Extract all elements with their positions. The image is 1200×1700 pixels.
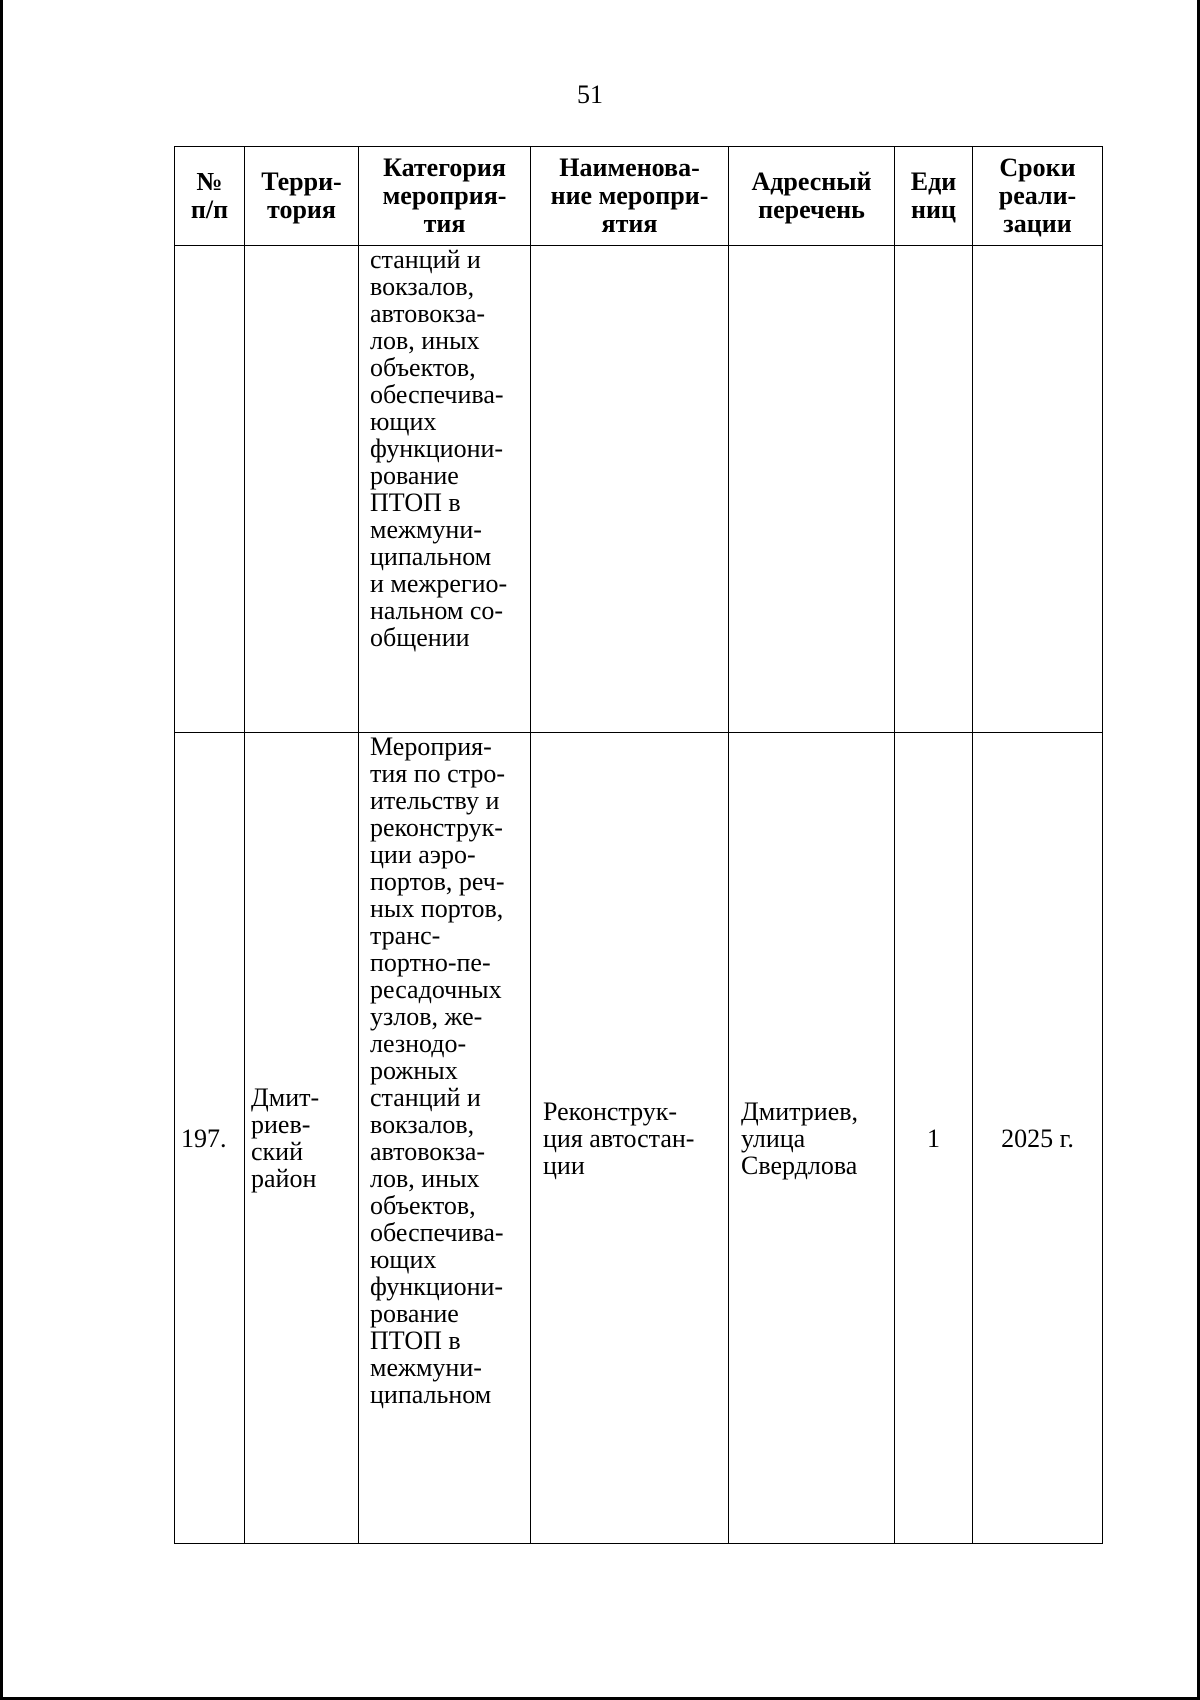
header-number: № п/п bbox=[175, 147, 245, 246]
page-border-left bbox=[0, 0, 3, 1700]
cell-term-empty bbox=[973, 246, 1103, 733]
cell-address: Дмитриев, улица Свердлова bbox=[729, 733, 895, 1544]
header-category: Категория мероприя- тия bbox=[359, 147, 531, 246]
table-row-197 bbox=[175, 733, 1103, 1544]
page-number: 51 bbox=[577, 80, 603, 109]
cell-territory-empty bbox=[245, 246, 359, 733]
header-units: Еди ниц bbox=[895, 147, 973, 246]
cell-category: Мероприя- тия по стро- ительству и реконструк- ции аэро- портов, реч- ных портов, транс- портно-пе- ресадочных узлов, же- лезнодо- рожных станций и вокзалов, автовокза- лов, иных объектов, обеспечива- ющих функциони- рование ПТОП в межмуни- ципальном bbox=[359, 733, 531, 1544]
table-row-continued bbox=[175, 246, 1103, 733]
header-event-name: Наименова- ние меропри- ятия bbox=[531, 147, 729, 246]
cell-address-empty bbox=[729, 246, 895, 733]
cell-event-name: Реконструк- ция автостан- ции bbox=[531, 733, 729, 1544]
table-header-row bbox=[175, 147, 1103, 246]
cell-number-empty bbox=[175, 246, 245, 733]
cell-term: 2025 г. bbox=[973, 733, 1103, 1544]
cell-event-name-empty bbox=[531, 246, 729, 733]
header-address-list: Адресный перечень bbox=[729, 147, 895, 246]
header-territory: Терри- тория bbox=[245, 147, 359, 246]
header-implementation-term: Сроки реали- зации bbox=[973, 147, 1103, 246]
cell-units: 1 bbox=[895, 733, 973, 1544]
cell-number: 197. bbox=[175, 733, 245, 1544]
cell-category-continued: станций и вокзалов, автовокза- лов, иных объектов, обеспечива- ющих функциони- рование ПТОП в межмуни- ципальном и межрегио- нальном со- общении bbox=[359, 246, 531, 733]
cell-territory: Дмит- риев- ский район bbox=[245, 733, 359, 1544]
cell-units-empty bbox=[895, 246, 973, 733]
events-table bbox=[174, 146, 1103, 1544]
